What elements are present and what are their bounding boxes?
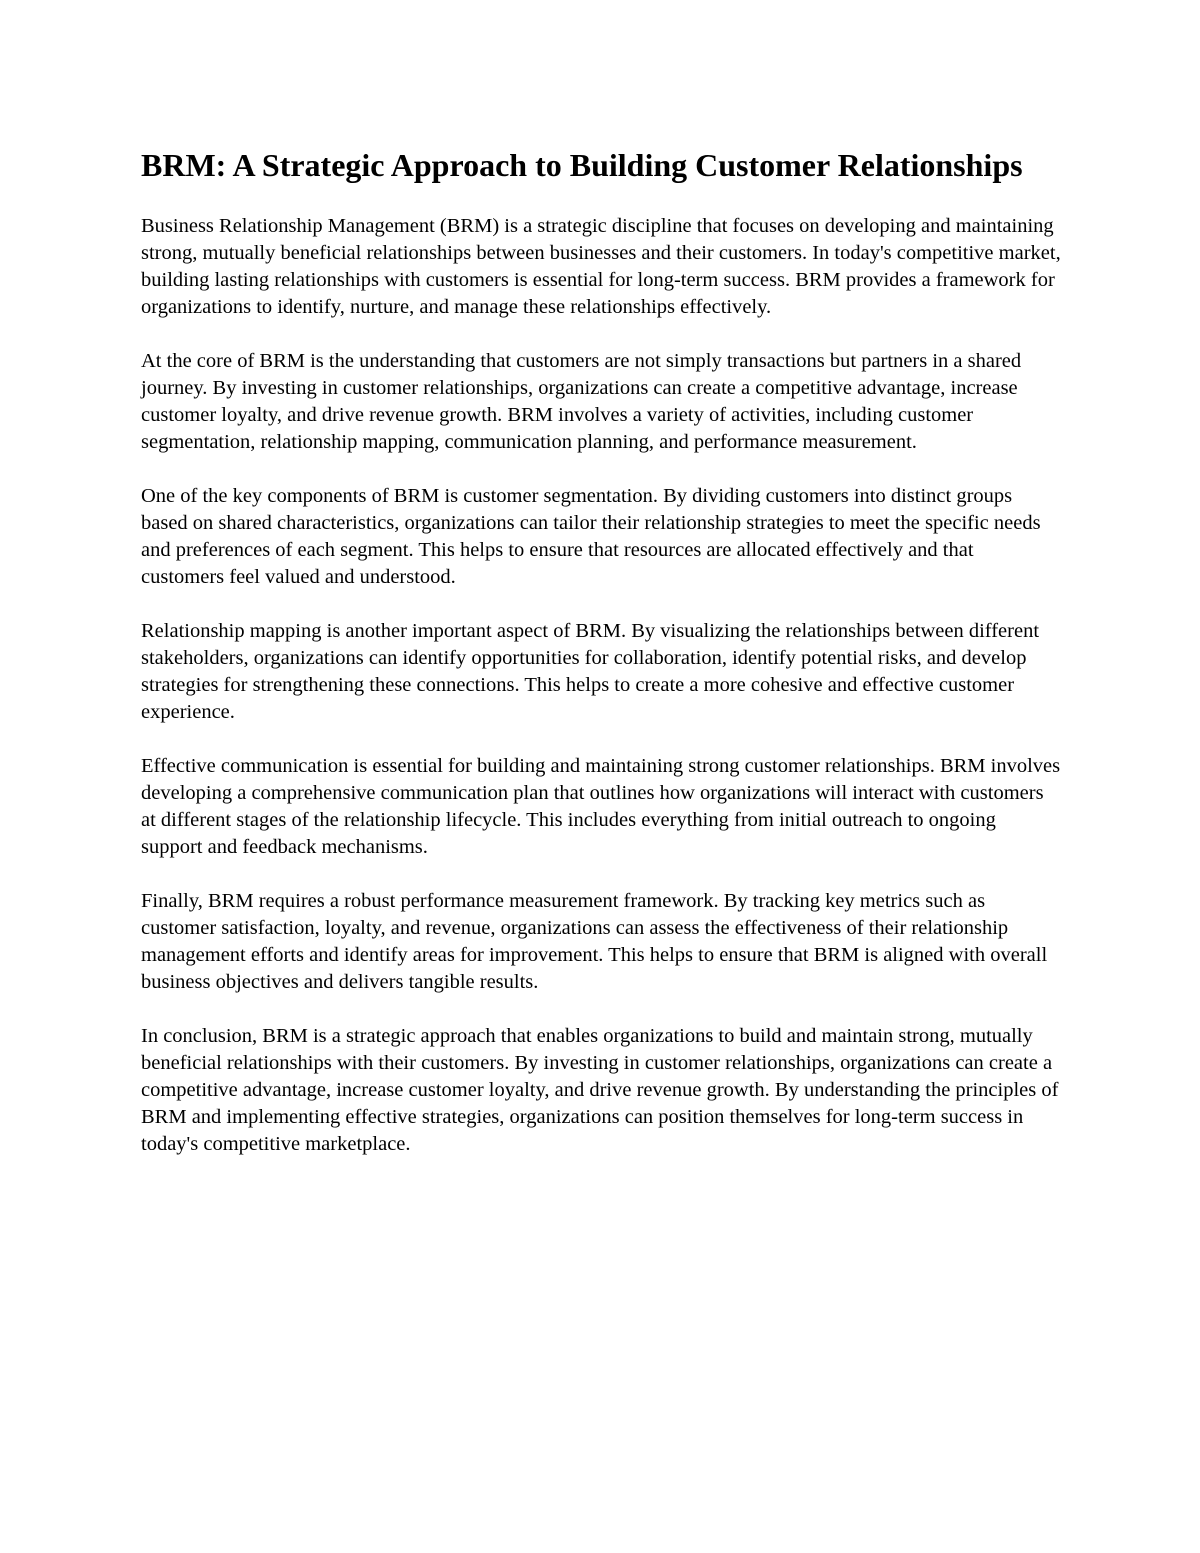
paragraph-core: At the core of BRM is the understanding that customers are not simply transactions but partners in a shared journey. By investing in customer relationships, organizations can create a competitive advantage, increase customer loyalty, and drive revenue growth. BRM involves a variety of activities, including customer segmentation, relationship mapping, communication planning, and performance measurement. — [141, 350, 1022, 453]
document-title: BRM: A Strategic Approach to Building Customer Relationships — [141, 147, 1023, 183]
paragraph-intro: Business Relationship Management (BRM) is a strategic discipline that focuses on developing and maintaining strong, mutually beneficial relationships between businesses and their customers. In today's competitive market, building lasting relationships with customers is essential for long-term success. BRM provides a framework for organizations to identify, nurture, and manage these relationships effectively. — [141, 215, 1061, 318]
paragraph-conclusion: In conclusion, BRM is a strategic approach that enables organizations to build and maintain strong, mutually beneficial relationships with their customers. By investing in customer relationships, organizations can create a competitive advantage, increase customer loyalty, and drive revenue growth. By understanding the principles of BRM and implementing effective strategies, organizations can position themselves for long-term success in today's competitive marketplace. — [141, 1025, 1059, 1155]
paragraph-performance: Finally, BRM requires a robust performance measurement framework. By tracking key metrics such as customer satisfaction, loyalty, and revenue, organizations can assess the effectiveness of their relationship management efforts and identify areas for improvement. This helps to ensure that BRM is aligned with overall business objectives and delivers tangible results. — [141, 890, 1048, 993]
paragraph-relationship-mapping: Relationship mapping is another important aspect of BRM. By visualizing the relationships between different stakeholders, organizations can identify opportunities for collaboration, identify potential risks, and develop strategies for strengthening these connections. This helps to create a more cohesive and effective customer experience. — [141, 620, 1040, 723]
document-body — [141, 144, 1061, 1185]
paragraph-communication: Effective communication is essential for building and maintaining strong customer relationships. BRM involves developing a comprehensive communication plan that outlines how organizations will interact with customers at different stages of the relationship lifecycle. This includes everything from initial outreach to ongoing support and feedback mechanisms. — [141, 755, 1061, 858]
paragraph-segmentation: One of the key components of BRM is customer segmentation. By dividing customers into distinct groups based on shared characteristics, organizations can tailor their relationship strategies to meet the specific needs and preferences of each segment. This helps to ensure that resources are allocated effectively and that customers feel valued and understood. — [141, 485, 1041, 588]
